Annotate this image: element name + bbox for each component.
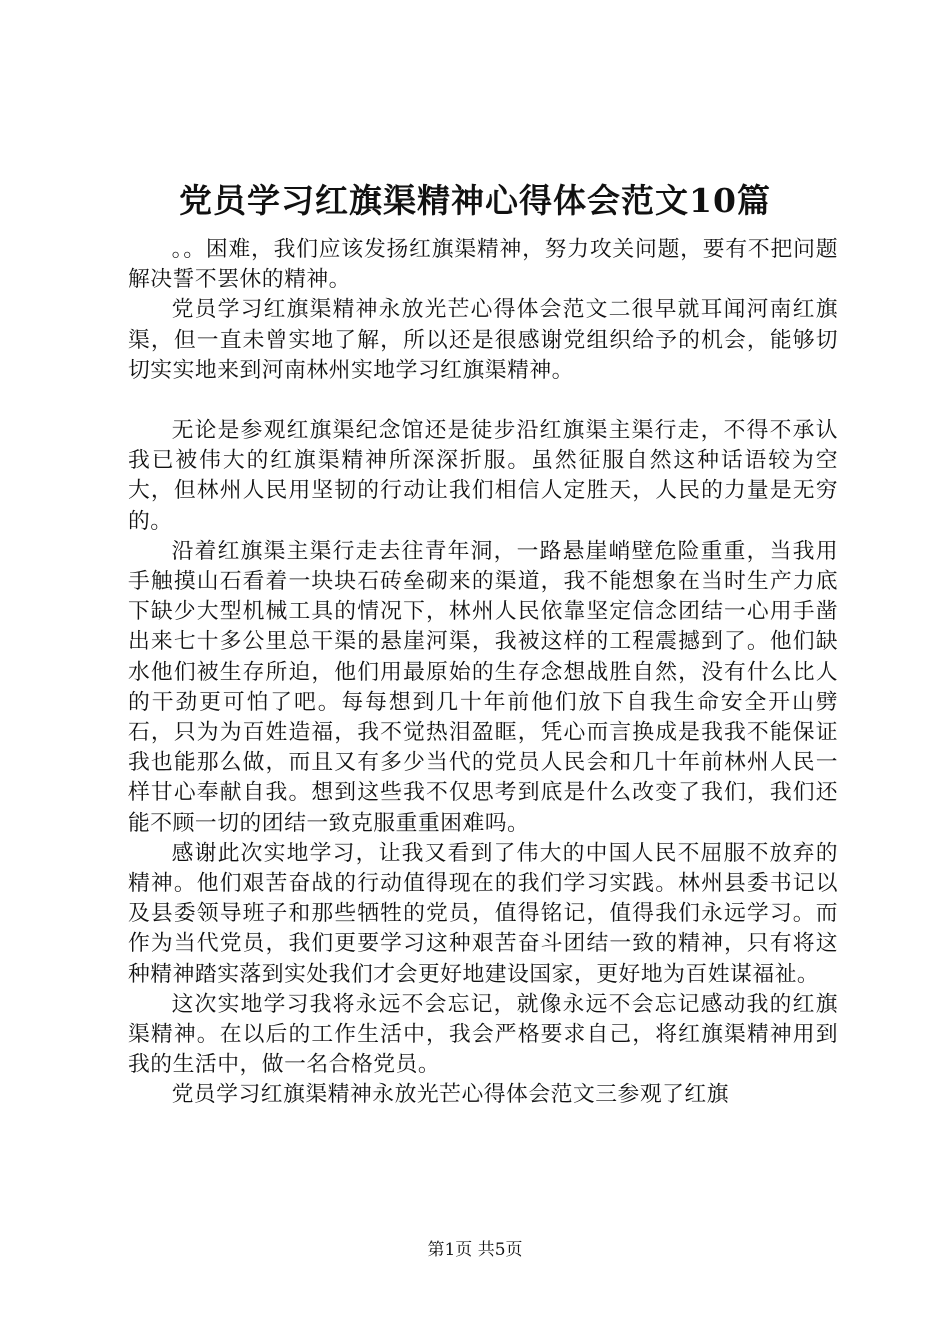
document-body (128, 235, 838, 1111)
paragraph: 这次实地学习我将永远不会忘记，就像永远不会忘记感动我的红旗渠精神。在以后的工作生活中，我会严格要求自己，将红旗渠精神用到我的生活中，做一名合格党员。 (128, 991, 838, 1078)
page-footer: 第1页 共5页 (427, 1240, 523, 1260)
paragraph: 沿着红旗渠主渠行走去往青年洞，一路悬崖峭壁危险重重，当我用手触摸山石看着一块块石砖垒砌来的渠道，我不能想象在当时生产力底下缺少大型机械工具的情况下，林州人民依靠坚定信念团结一心用手凿出来七十多公里总干渠的悬崖河渠，我被这样的工程震撼到了。他们缺水他们被生存所迫，他们用最原始的生存念想战胜自然，没有什么比人的干劲更可怕了吧。每每想到几十年前他们放下自我生命安全开山劈石，只为为百姓造福，我不觉热泪盈眶，凭心而言换成是我我不能保证我也能那么做，而且又有多少当代的党员人民会和几十年前林州人民一样甘心奉献自我。想到这些我不仅思考到底是什么改变了我们，我们还能不顾一切的团结一致克服重重困难吗。 (128, 538, 838, 836)
paragraph: 无论是参观红旗渠纪念馆还是徒步沿红旗渠主渠行走，不得不承认我已被伟大的红旗渠精神所深深折服。虽然征服自然这种话语较为空大，但林州人民用坚韧的行动让我们相信人定胜天，人民的力量是无穷的。 (128, 418, 838, 534)
paragraph: 党员学习红旗渠精神永放光芒心得体会范文三参观了红旗 (171, 1082, 730, 1108)
document-title: 党员学习红旗渠精神心得体会范文10篇 (179, 181, 771, 220)
paragraph: 。。困难，我们应该发扬红旗渠精神，努力攻关问题，要有不把问题解决誓不罢休的精神。 (128, 237, 838, 293)
paragraph: 感谢此次实地学习，让我又看到了伟大的中国人民不屈服不放弃的精神。他们艰苦奋战的行动值得现在的我们学习实践。林州县委书记以及县委领导班子和那些牺牲的党员，值得铭记，值得我们永远学习。而作为当代党员，我们更要学习这种艰苦奋斗团结一致的精神，只有将这种精神踏实落到实处我们才会更好地建设国家，更好地为百姓谋福祉。 (128, 840, 838, 987)
paragraph: 党员学习红旗渠精神永放光芒心得体会范文二很早就耳闻河南红旗渠，但一直未曾实地了解，所以还是很感谢党组织给予的机会，能够切切实实地来到河南林州实地学习红旗渠精神。 (128, 297, 838, 383)
